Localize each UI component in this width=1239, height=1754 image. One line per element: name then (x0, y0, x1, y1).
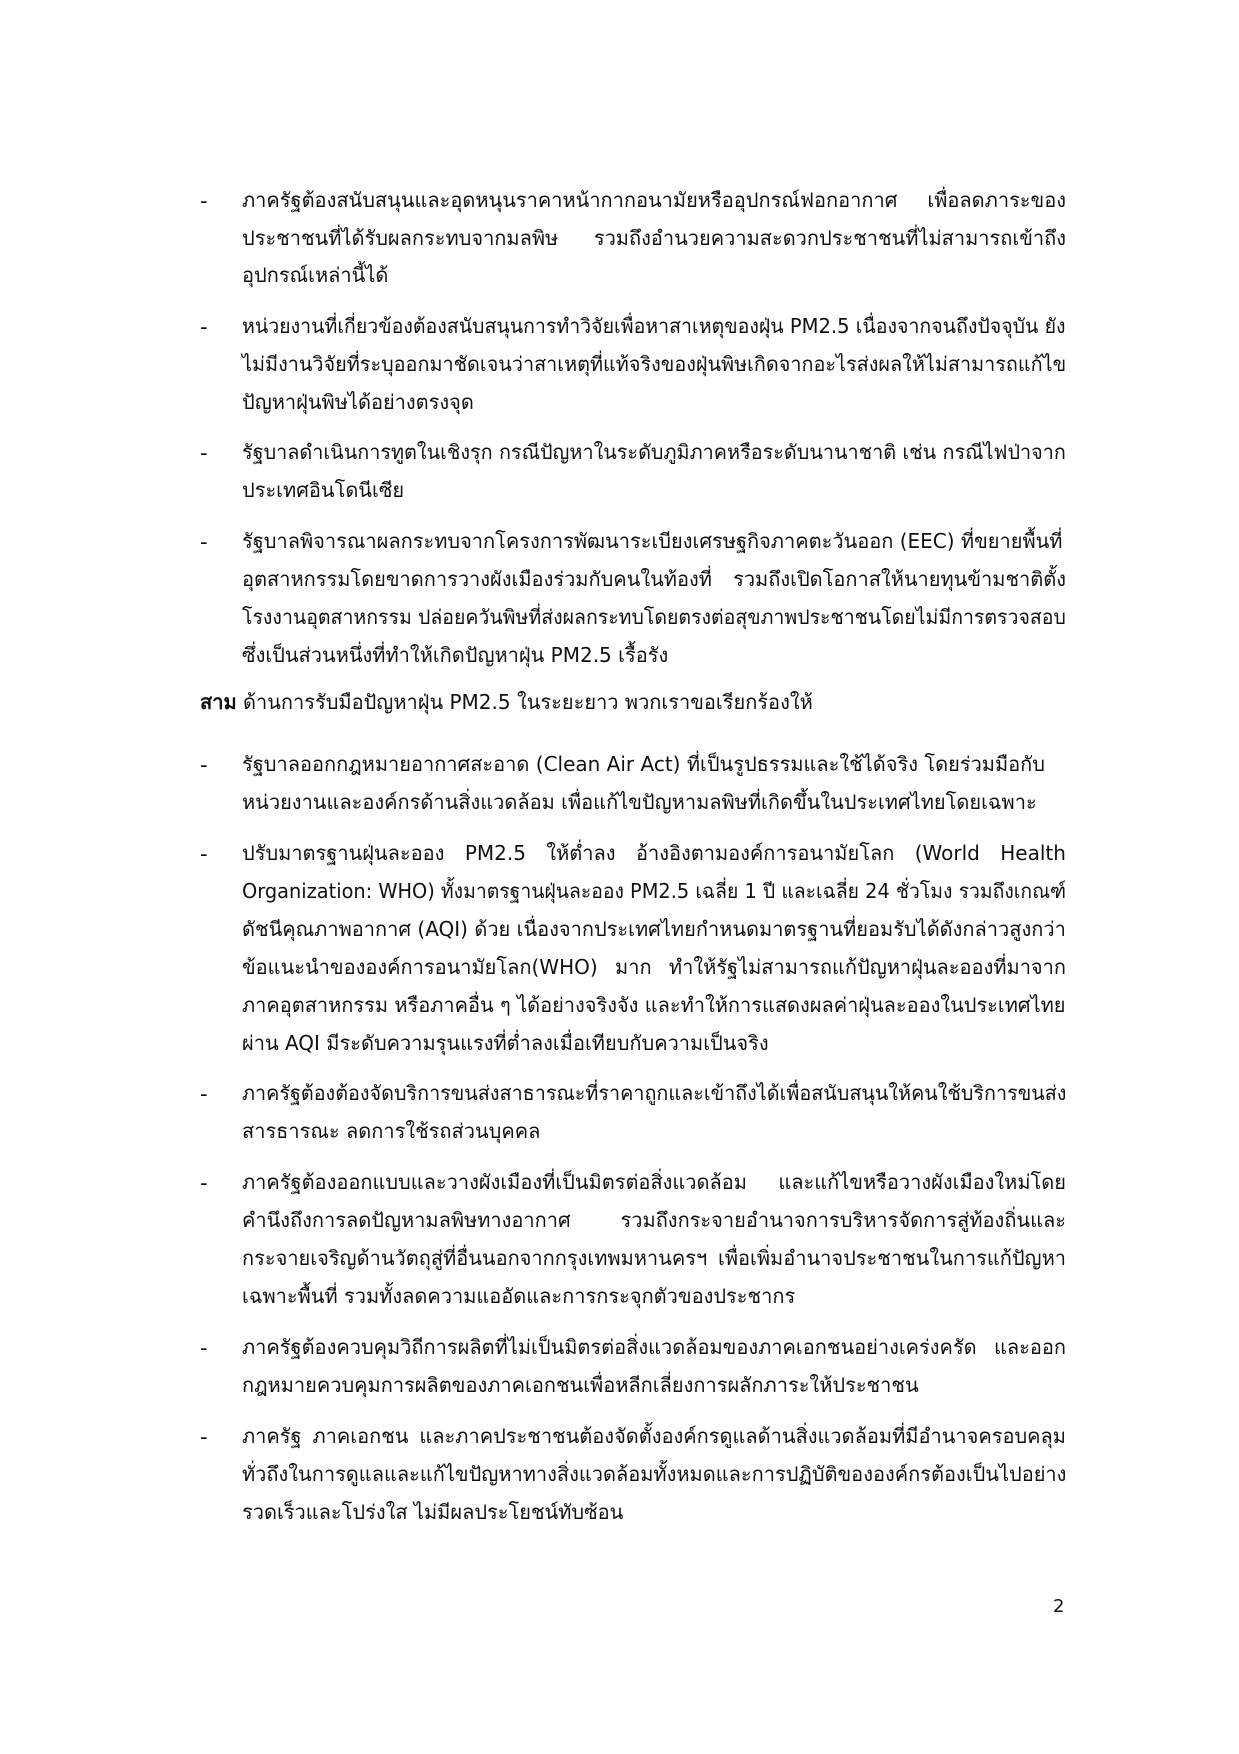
bullet-dash: - (200, 1425, 208, 1449)
list-item-line: โรงงานอุตสาหกรรม ปล่อยควันพิษที่ส่งผลกระทบโดยตรงต่อสุขภาพประชาชนโดยไม่มีการตรวจสอบ (242, 605, 1066, 629)
list-item-line: ภาครัฐต้องต้องจัดบริการขนส่งสาธารณะที่ราคาถูกและเข้าถึงได้ เพื่อสนับสนุนให้คนใช้บริการขนส่ง (242, 1081, 1067, 1105)
bullet-dash: - (200, 189, 208, 213)
list-item-line: อุปกรณ์เหล่านี้ได้ (242, 263, 389, 287)
section-heading-text: ด้านการรับมือปัญหาฝุ่น PM2.5 ในระยะยาว พวกเราขอเรียกร้องให้ (236, 690, 813, 714)
list-item-line: เฉพาะพื้นที่ รวมทั้งลดความแออัดและการกระจุกตัวของประชากร (242, 1284, 796, 1308)
list-item-line: รวดเร็วและโปร่งใส ไม่มีผลประโยชน์ทับซ้อน (242, 1500, 624, 1524)
list-item-line: ไม่มีงานวิจัยที่ระบุออกมาชัดเจนว่าสาเหตุที่แท้จริงของฝุ่นพิษเกิดจากอะไร ส่งผลให้ไม่สามารถแก้ไข (242, 352, 1067, 376)
list-item-line: ภาครัฐต้องสนับสนุนและอุดหนุนราคาหน้ากากอนามัยหรืออุปกรณ์ฟอกอากาศ เพื่อลดภาระของ (242, 188, 1066, 212)
list-item-line: หน่วยงานและองค์กรด้านสิ่งแวดล้อม เพื่อแก้ไขปัญหามลพิษที่เกิดขึ้นในประเทศไทยโดยเฉพาะ (242, 790, 1037, 814)
list-item-line: Organization: WHO) ทั้งมาตรฐานฝุ่นละออง PM2.5 เฉลี่ย 1 ปี และเฉลี่ย 24 ชั่วโมง รวมถึงเกณฑ์ (242, 879, 1067, 903)
list-item-line: ปรับมาตรฐานฝุ่นละออง PM2.5 ให้ต่ำลง อ้างอิงตามองค์การอนามัยโลก (World Health (242, 841, 1066, 865)
list-item-line: รัฐบาลออกกฎหมายอากาศสะอาด (Clean Air Act) ที่เป็นรูปธรรมและใช้ได้จริง โดยร่วมมือกับ (242, 752, 1045, 776)
list-item-line: ปัญหาฝุ่นพิษได้อย่างตรงจุด (242, 390, 474, 414)
list-item-line: ภาครัฐต้องออกแบบและวางผังเมืองที่เป็นมิตรต่อสิ่งแวดล้อม และแก้ไขหรือวางผังเมืองใหม่โดย (242, 1170, 1066, 1194)
section-heading (200, 690, 813, 714)
list-item-line: รัฐบาลพิจารณาผลกระทบจากโครงการพัฒนาระเบียงเศรษฐกิจภาคตะวันออก (EEC) ที่ขยายพื้นที่ (242, 529, 1063, 553)
bullet-dash: - (200, 530, 208, 554)
list-item-line: รัฐบาลดำเนินการทูตในเชิงรุก กรณีปัญหาในระดับภูมิภาคหรือระดับนานาชาติ เช่น กรณีไฟป่าจาก (242, 440, 1066, 464)
list-item-line: ประชาชนที่ได้รับผลกระทบจากมลพิษ รวมถึงอำนวยความสะดวกประชาชนที่ไม่สามารถเข้าถึง (242, 226, 1066, 250)
list-item-line: สารธารณะ ลดการใช้รถส่วนบุคคล (242, 1119, 541, 1143)
list-item-line: กฎหมายควบคุมการผลิตของภาคเอกชนเพื่อหลีกเลี่ยงการผลักภาระให้ประชาชน (242, 1373, 919, 1397)
list-item-line: ภาครัฐ ภาคเอกชน และภาคประชาชนต้องจัดตั้งองค์กรดูแลด้านสิ่งแวดล้อมที่มีอำนาจครอบคลุม (242, 1424, 1066, 1448)
list-item-line: ข้อแนะนำขององค์การอนามัยโลก(WHO) มาก ทำให้รัฐไม่สามารถแก้ปัญหาฝุ่นละอองที่มาจาก (242, 955, 1066, 979)
page-number: 2 (1053, 1596, 1065, 1617)
bullet-dash: - (200, 1171, 208, 1195)
list-item-line: ทั่วถึงในการดูแลและแก้ไขปัญหาทางสิ่งแวดล้อมทั้งหมด และการปฏิบัติขององค์กรต้องเป็นไปอย่าง (242, 1462, 1067, 1486)
bullet-dash: - (200, 753, 208, 777)
bullet-dash: - (200, 1082, 208, 1106)
list-item-line: ดัชนีคุณภาพอากาศ (AQI) ด้วย เนื่องจากประเทศไทยกำหนดมาตรฐานที่ยอมรับได้ดังกล่าวสูงกว่า (242, 917, 1066, 941)
list-item-line: คำนึงถึงการลดปัญหามลพิษทางอากาศ รวมถึงกระจายอำนาจการบริหารจัดการสู่ท้องถิ่นและ (242, 1208, 1066, 1232)
list-item-line: ประเทศอินโดนีเซีย (242, 478, 405, 502)
list-item-line: ภาคอุตสาหกรรม หรือภาคอื่น ๆ ได้อย่างจริงจัง และทำให้การแสดงผลค่าฝุ่นละอองในประเทศไทย (242, 993, 1066, 1017)
list-item-line: อุตสาหกรรมโดยขาดการวางผังเมืองร่วมกับคนในท้องที่ รวมถึงเปิดโอกาสให้นายทุนข้ามชาติตั้ง (242, 567, 1066, 591)
list-item-line: ผ่าน AQI มีระดับความรุนแรงที่ต่ำลงเมื่อเทียบกับความเป็นจริง (242, 1031, 769, 1055)
bullet-dash: - (200, 1336, 208, 1360)
bullet-dash: - (200, 315, 208, 339)
list-item-line: กระจายเจริญด้านวัตถุสู่ที่อื่นนอกจากกรุงเทพมหานครฯ เพื่อเพิ่มอำนาจประชาชนในการแก้ปัญหา (242, 1246, 1066, 1270)
list-item-line: ภาครัฐต้องควบคุมวิถีการผลิตที่ไม่เป็นมิตรต่อสิ่งแวดล้อมของภาคเอกชนอย่างเคร่งครัด และออก (242, 1335, 1066, 1359)
bullet-dash: - (200, 842, 208, 866)
list-item-line: หน่วยงานที่เกี่ยวข้องต้องสนับสนุนการทำวิจัยเพื่อหาสาเหตุของฝุ่น PM2.5 เนื่องจากจนถึงปัจจุบัน ยัง (242, 314, 1066, 338)
list-item-line: ซึ่งเป็นส่วนหนึ่งที่ทำให้เกิดปัญหาฝุ่น PM2.5 เรื้อรัง (242, 643, 669, 667)
bullet-dash: - (200, 441, 208, 465)
section-heading-number: สาม (200, 690, 237, 714)
